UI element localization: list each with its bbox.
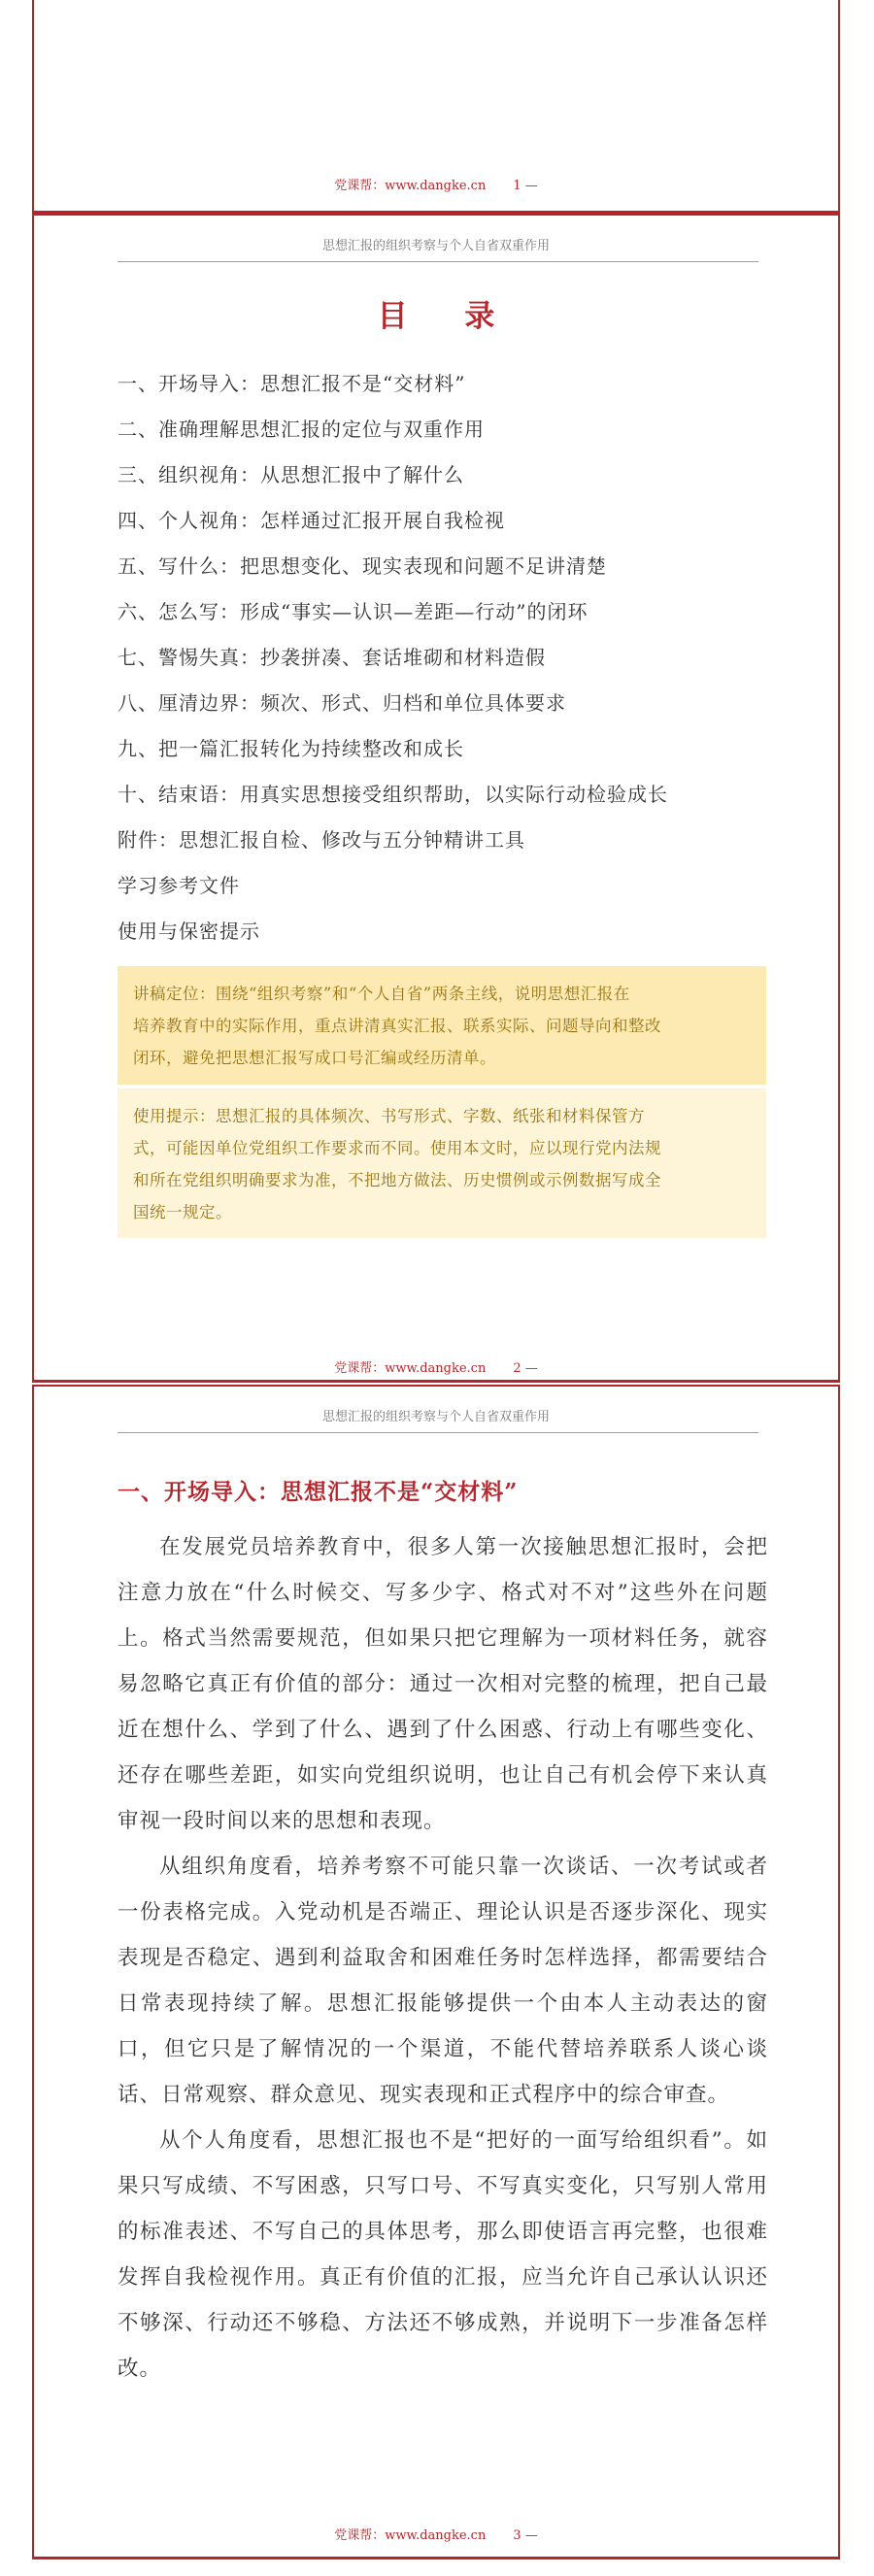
header-rule [118, 261, 758, 262]
toc-item[interactable]: 使用与保密提示 [118, 920, 260, 943]
toc-item[interactable]: 三、组织视角：从思想汇报中了解什么 [118, 463, 464, 486]
page-footer [34, 175, 838, 193]
note-line: 式，可能因单位党组织工作要求而不同。使用本文时，应以现行党内法规 [133, 1139, 661, 1157]
page-number: 3 — [513, 2528, 538, 2543]
toc-item[interactable]: 二、准确理解思想汇报的定位与双重作用 [118, 418, 485, 441]
paragraph-line: 从组织角度看，培养考察不可能只靠一次谈话、一次考试 [159, 1855, 724, 1879]
paragraph-line: 看”。如果只写成绩、不写困惑，只写口号、不写真实变化， [118, 2128, 768, 2198]
footer-site: 党课帮：www.dangke.cn [334, 2528, 487, 2543]
paragraph-line: 在发展党员培养教育中，很多人第一次接触思想汇报时， [159, 1535, 724, 1559]
paragraph-line: 择，都需要结合日常表现持续了解。思想汇报能够提供一个由 [118, 1946, 768, 2016]
paragraph [118, 2118, 768, 2392]
toc-item[interactable]: 附件：思想汇报自检、修改与五分钟精讲工具 [118, 828, 525, 852]
paragraph-line: 的梳理，把自己最近在想什么、学到了什么、遇到了什么困 [118, 1672, 768, 1742]
toc-item[interactable]: 学习参考文件 [118, 874, 240, 897]
toc-item[interactable]: 十、结束语：用真实思想接受组织帮助，以实际行动检验成长 [118, 783, 668, 806]
paragraph-line: 或者一份表格完成。入党动机是否端正、理论认识是否逐步深 [118, 1855, 768, 1924]
paragraph-line: 明，也让自己有机会停下来认真审视一段时间以来的思想和表 [118, 1763, 768, 1833]
toc-title: 目 录 [377, 299, 519, 334]
toc-item[interactable]: 五、写什么：把思想变化、现实表现和问题不足讲清楚 [118, 554, 607, 578]
toc-list [118, 361, 778, 954]
paragraph-line: 料任务，就容易忽略它真正有价值的部分：通过一次相对完整 [118, 1626, 768, 1696]
page-footer [34, 1357, 838, 1376]
toc-item[interactable]: 六、怎么写：形成“事实—认识—差距—行动”的闭环 [118, 600, 588, 623]
footer-site: 党课帮：www.dangke.cn [334, 1361, 487, 1376]
paragraph [118, 1844, 768, 2118]
paragraph-line: 会把注意力放在“什么时候交、写多少字、格式对不对”这些 [118, 1535, 768, 1605]
paragraph-line: 现。 [401, 1809, 446, 1833]
paragraph [118, 1524, 768, 1844]
paragraph-line: 熟，并说明下一步准备怎样改。 [118, 2311, 768, 2381]
page-3 [32, 1385, 840, 2559]
positioning-note [118, 966, 766, 1085]
section-body [118, 1524, 768, 2392]
toc-item[interactable]: 七、警惕失真：抄袭拼凑、套话堆砌和材料造假 [118, 646, 546, 669]
page-number: 1 — [513, 179, 538, 193]
paragraph-line: 本人主动表达的窗口，但它只是了解情况的一个渠道，不能代 [118, 1991, 768, 2061]
paragraph-line: 式程序中的综合审查。 [511, 2083, 730, 2107]
toc-item[interactable]: 四、个人视角：怎样通过汇报开展自我检视 [118, 509, 505, 532]
toc-item[interactable]: 九、把一篇汇报转化为持续整改和成长 [118, 737, 464, 760]
note-line: 使用提示：思想汇报的具体频次、书写形式、字数、纸张和材料保管方 [133, 1107, 645, 1125]
section-title: 一、开场导入：思想汇报不是“交材料” [118, 1479, 519, 1505]
note-line: 国统一规定。 [133, 1203, 232, 1221]
page-number: 2 — [513, 1361, 538, 1376]
toc-item[interactable]: 八、厘清边界：频次、形式、归档和单位具体要求 [118, 691, 566, 715]
note-line: 培养教育中的实际作用，重点讲清真实汇报、联系实际、问题导向和整改 [133, 1017, 661, 1035]
page-1 [32, 0, 840, 214]
paragraph-line: 当允许自己承认认识还不够深、行动还不够稳、方法还不够成 [118, 2265, 768, 2335]
usage-note [118, 1088, 766, 1238]
paragraph-line: 惑、行动上有哪些变化、还存在哪些差距，如实向党组织说 [118, 1718, 768, 1788]
paragraph-line: 外在问题上。格式当然需要规范，但如果只把它理解为一项材 [118, 1581, 768, 1651]
paragraph-line: 从个人角度看，思想汇报也不是“把好的一面写给组织 [159, 2128, 689, 2153]
note-line: 和所在党组织明确要求为准，不把地方做法、历史惯例或示例数据写成全 [133, 1171, 661, 1189]
paragraph-line: 言再完整，也很难发挥自我检视作用。真正有价值的汇报，应 [118, 2220, 768, 2290]
page-footer [34, 2525, 838, 2543]
paragraph-line: 替培养联系人谈心谈话、日常观察、群众意见、现实表现和正 [118, 2037, 768, 2107]
toc-item[interactable]: 一、开场导入：思想汇报不是“交材料” [118, 372, 466, 395]
header-rule [118, 1432, 758, 1433]
footer-site: 党课帮：www.dangke.cn [334, 179, 487, 193]
note-line: 讲稿定位：围绕“组织考察”和“个人自省”两条主线，说明思想汇报在 [133, 985, 630, 1003]
page-header: 思想汇报的组织考察与个人自省双重作用 [321, 1410, 550, 1424]
page-2 [32, 214, 840, 1383]
paragraph-line: 化、现实表现是否稳定、遇到利益取舍和困难任务时怎样选 [118, 1900, 768, 1970]
paragraph-line: 只写别人常用的标准表述、不写自己的具体思考，那么即使语 [118, 2174, 768, 2244]
page-header: 思想汇报的组织考察与个人自省双重作用 [321, 239, 550, 253]
note-line: 闭环，避免把思想汇报写成口号汇编或经历清单。 [133, 1049, 496, 1067]
